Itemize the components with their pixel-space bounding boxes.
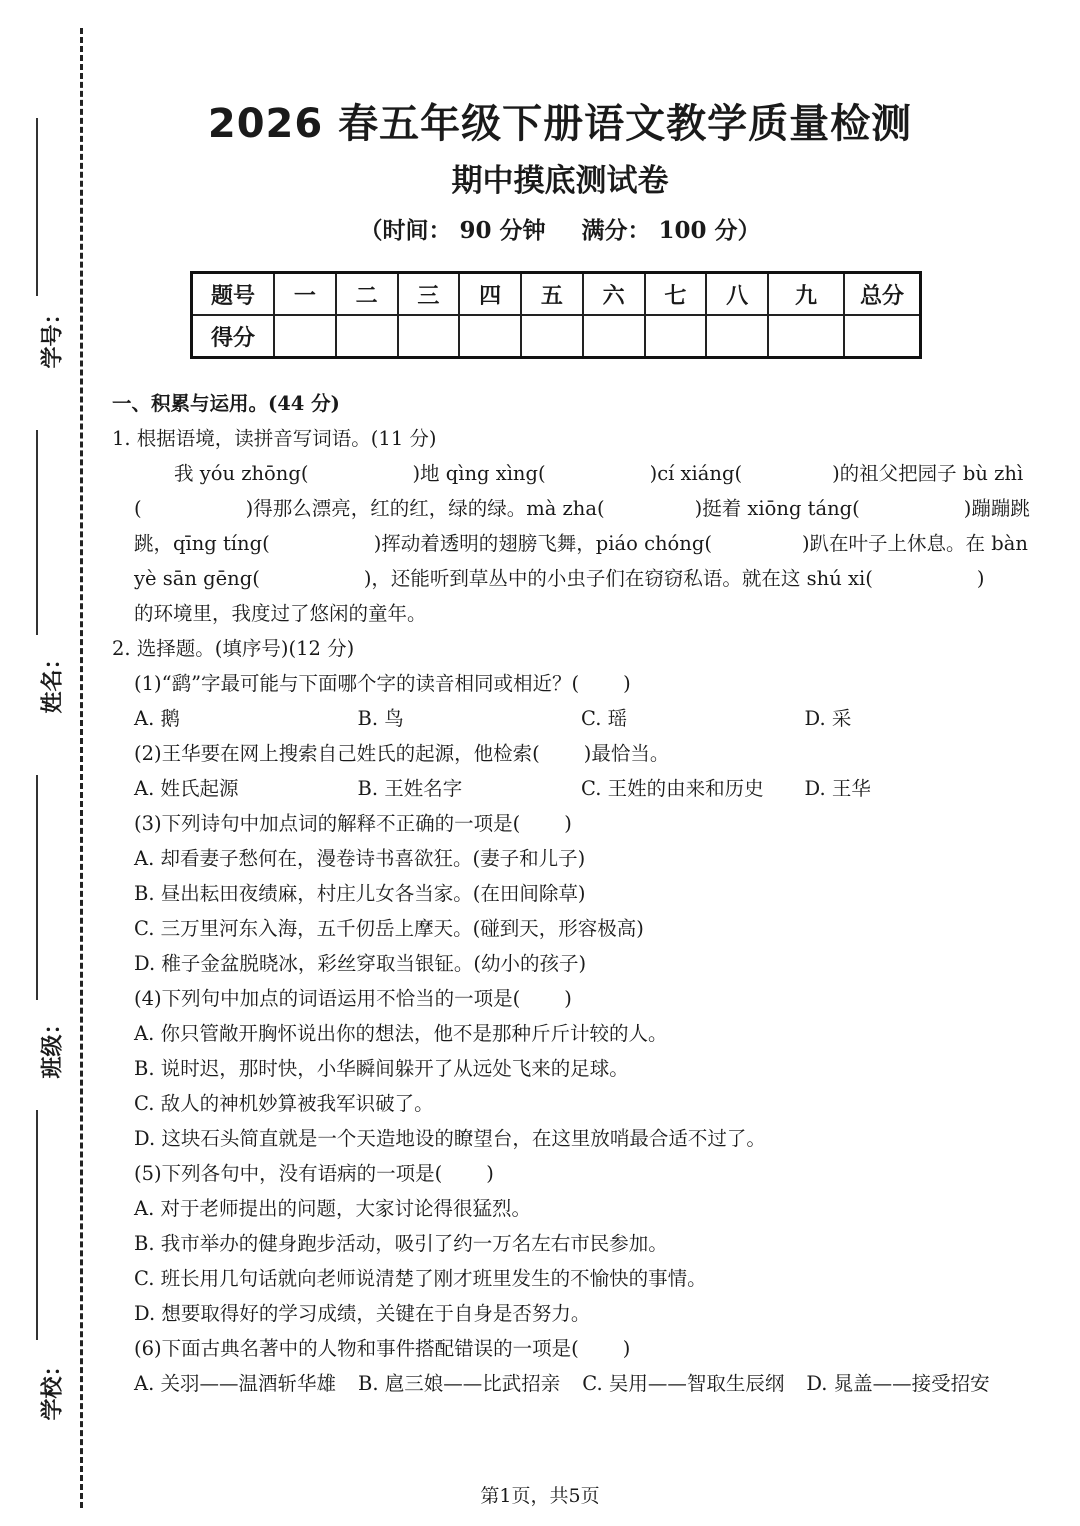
option[interactable]: B. 王姓名字: [357, 777, 463, 800]
exam-time: （时间： 90 分钟: [359, 217, 546, 244]
score-cell[interactable]: [274, 315, 336, 358]
q1-text: (: [134, 497, 142, 520]
score-header-cell: 九: [768, 273, 844, 316]
score-cell[interactable]: [844, 315, 921, 358]
q1-line: [108, 491, 1028, 526]
q2-sub2-options: [108, 771, 1028, 806]
q1-text: )挺着 xiōng táng(: [694, 497, 860, 520]
q1-text: )趴在叶子上休息。在 bàn: [801, 532, 1028, 555]
q1-text: yè sān gēng(: [134, 567, 260, 590]
score-header-cell: 四: [459, 273, 521, 316]
exam-meta: [110, 212, 1010, 245]
question-text: (3)下列诗句中加点词的解释不正确的一项是(: [134, 812, 521, 835]
question-text: (1)“鹞”字最可能与下面哪个字的读音相同或相近？(: [134, 672, 580, 695]
score-header-cell: 五: [521, 273, 583, 316]
score-cell[interactable]: [645, 315, 707, 358]
option[interactable]: A. 却看妻子愁何在，漫卷诗书喜欲狂。(妻子和儿子): [134, 847, 586, 870]
name-line[interactable]: [36, 430, 38, 635]
student-id-line[interactable]: [36, 118, 38, 296]
page-footer: 第1页，共5页: [480, 1485, 600, 1507]
option[interactable]: D. 稚子金盆脱晓冰，彩丝穿取当银钲。(幼小的孩子): [134, 952, 587, 975]
q1-text: )的祖父把园子 bù zhì: [832, 462, 1024, 485]
score-cell[interactable]: [398, 315, 460, 358]
score-table-header-row: [192, 273, 921, 316]
option[interactable]: C. 王姓的由来和历史: [581, 777, 764, 800]
q1-text: )地 qìng xìng(: [412, 462, 546, 485]
score-header-cell: 二: [336, 273, 398, 316]
option[interactable]: B. 鸟: [357, 707, 404, 730]
question-text: ): [622, 1337, 631, 1360]
q2-sub6-options: [108, 1366, 1028, 1401]
q1-text: 的环境里，我度过了悠闲的童年。: [134, 602, 427, 625]
q1-line: [108, 561, 1028, 596]
question-text: (4)下列句中加点的词语运用不恰当的一项是(: [134, 987, 521, 1010]
school-line[interactable]: [36, 1110, 38, 1340]
section-heading: 一、积累与运用。(44 分): [112, 392, 340, 415]
question-text: ): [564, 812, 572, 835]
q1-text: )cí xiáng(: [649, 462, 743, 485]
option[interactable]: C. 吴用——智取生辰纲: [582, 1372, 785, 1395]
question-text: (2)王华要在网上搜索自己姓氏的起源，他检索(: [134, 742, 540, 765]
q2-sub5-question: [108, 1156, 1028, 1191]
option[interactable]: A. 对于老师提出的问题，大家讨论得很猛烈。: [134, 1197, 531, 1220]
score-cell[interactable]: [706, 315, 768, 358]
score-header-cell: 三: [398, 273, 460, 316]
option[interactable]: B. 说时迟，那时快，小华瞬间躲开了从远处飞来的足球。: [134, 1057, 629, 1080]
q1-text: 跳，qīng tíng(: [134, 532, 270, 555]
q1-text: )挥动着透明的翅膀飞舞，piáo chóng(: [373, 532, 712, 555]
question-text: )最恰当。: [583, 742, 670, 765]
score-cell[interactable]: [336, 315, 398, 358]
q1-text: 我 yóu zhōng(: [174, 462, 309, 485]
score-header-cell: 总分: [844, 273, 921, 316]
question-text: ): [564, 987, 572, 1010]
q1-line: [108, 526, 1028, 561]
exam-subtitle: 期中摸底测试卷: [451, 163, 669, 199]
q2-sub6-question: [108, 1331, 1028, 1366]
option[interactable]: B. 扈三娘——比武招亲: [357, 1372, 561, 1395]
q1-line: [108, 456, 1028, 491]
score-row-label: 得分: [192, 315, 275, 358]
option[interactable]: A. 鹅: [134, 707, 180, 730]
school-label: 学校：: [40, 1354, 66, 1421]
question-2-title: 2. 选择题。(填序号)(12 分): [112, 637, 355, 660]
q1-text: ): [976, 567, 985, 590]
score-cell[interactable]: [459, 315, 521, 358]
score-table-score-row: [192, 315, 921, 358]
option[interactable]: A. 关羽——温酒斩华雄: [134, 1372, 336, 1395]
option[interactable]: D. 王华: [804, 777, 871, 800]
class-line[interactable]: [36, 775, 38, 1000]
q1-line: [108, 596, 1028, 631]
student-id-label: 学号：: [40, 302, 66, 369]
option[interactable]: C. 班长用几句话就向老师说清楚了刚才班里发生的不愉快的事情。: [134, 1267, 707, 1290]
option[interactable]: D. 想要取得好的学习成绩，关键在于自身是否努力。: [134, 1302, 591, 1325]
exam-title: 2026 春五年级下册语文教学质量检测: [207, 101, 913, 147]
score-header-cell: 六: [583, 273, 645, 316]
q1-text: )得那么漂亮，红的红，绿的绿。mà zha(: [245, 497, 605, 520]
exam-full-score: 满分： 100 分）: [581, 217, 761, 244]
option[interactable]: C. 敌人的神机妙算被我军识破了。: [134, 1092, 434, 1115]
score-table: [190, 271, 922, 359]
question-text: ): [623, 672, 631, 695]
option[interactable]: B. 昼出耘田夜绩麻，村庄儿女各当家。(在田间除草): [134, 882, 586, 905]
q2-sub4-question: [108, 981, 1028, 1016]
option[interactable]: C. 瑶: [581, 707, 628, 730]
option[interactable]: B. 我市举办的健身跑步活动，吸引了约一万名左右市民参加。: [134, 1232, 668, 1255]
q2-sub1-options: [108, 701, 1028, 736]
name-label: 姓名：: [40, 647, 66, 714]
option[interactable]: A. 你只管敞开胸怀说出你的想法，他不是那种斤斤计较的人。: [134, 1022, 668, 1045]
question-text: ): [486, 1162, 494, 1185]
option[interactable]: C. 三万里河东入海，五千仞岳上摩天。(碰到天，形容极高): [134, 917, 644, 940]
q2-sub2-question: [108, 736, 1028, 771]
score-header-cell: 一: [274, 273, 336, 316]
option[interactable]: D. 这块石头简直就是一个天造地设的瞭望台，在这里放哨最合适不过了。: [134, 1127, 766, 1150]
option[interactable]: D. 晁盖——接受招安: [806, 1372, 990, 1395]
score-header-cell: 七: [645, 273, 707, 316]
q1-text: )，还能听到草丛中的小虫子们在窃窃私语。就在这 shú xi(: [363, 567, 873, 590]
binding-dashed-line: [80, 28, 83, 1508]
q2-sub3-question: [108, 806, 1028, 841]
score-header-cell: 八: [706, 273, 768, 316]
question-1-title: 1. 根据语境，读拼音写词语。(11 分): [112, 427, 437, 450]
score-cell[interactable]: [583, 315, 645, 358]
exam-content: [108, 386, 1028, 1401]
score-header-cell: 题号: [192, 273, 275, 316]
question-text: (5)下列各句中，没有语病的一项是(: [134, 1162, 443, 1185]
score-cell[interactable]: [521, 315, 583, 358]
class-label: 班级：: [40, 1012, 66, 1079]
q1-text: )蹦蹦跳: [963, 497, 1030, 520]
question-text: (6)下面古典名著中的人物和事件搭配错误的一项是(: [134, 1337, 579, 1360]
score-cell[interactable]: [768, 315, 844, 358]
option[interactable]: A. 姓氏起源: [134, 777, 239, 800]
q2-sub1-question: [108, 666, 1028, 701]
option[interactable]: D. 采: [804, 707, 852, 730]
